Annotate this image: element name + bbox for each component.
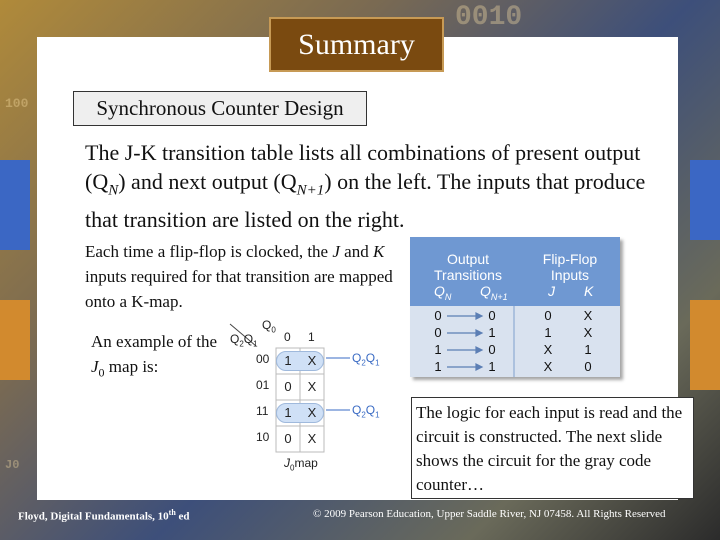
kmap-col-label: 0 bbox=[284, 330, 291, 344]
intro-sub-n: N bbox=[108, 182, 119, 199]
example-paragraph bbox=[91, 329, 226, 385]
kmap-row-label: 00 bbox=[256, 352, 270, 366]
table-col-k: K bbox=[584, 283, 594, 299]
clock-text-2: and bbox=[339, 242, 373, 261]
decor-binary-text-bottom: J0 bbox=[5, 458, 20, 472]
kmap-caption: $J_0map$ bbox=[284, 456, 318, 473]
kmap-row-label: 01 bbox=[256, 378, 270, 392]
table-col-j: J bbox=[548, 283, 555, 299]
kmap-cell: X bbox=[307, 431, 317, 446]
clock-text-3: inputs required for that transition are mapped onto a K-map. bbox=[85, 267, 393, 311]
kmap-cell: 0 bbox=[284, 379, 292, 394]
footer-copyright: © 2009 Pearson Education, Upper Saddle River, NJ 07458. All Rights Reserved bbox=[313, 508, 666, 520]
kmap-cell: X bbox=[307, 405, 317, 420]
table-header-transitions: Transitions bbox=[434, 267, 502, 283]
table-row: 0 0 0 X bbox=[434, 308, 593, 323]
table-header-inputs: Inputs bbox=[550, 267, 590, 283]
kmap-cell: X bbox=[307, 353, 317, 368]
decor-orange-bar-right bbox=[690, 300, 720, 390]
example-j: J bbox=[91, 357, 99, 376]
decor-blue-bar-right bbox=[690, 160, 720, 240]
table-body bbox=[410, 306, 620, 377]
example-sub: 0 bbox=[98, 365, 105, 380]
intro-text-2: ) and next output (Q bbox=[118, 169, 297, 194]
table-row: 1 1 X 0 bbox=[434, 359, 592, 374]
title-box bbox=[269, 17, 444, 72]
kmap-cell: 1 bbox=[284, 405, 292, 420]
decor-blue-bar bbox=[0, 160, 30, 250]
kmap-row-var: $Q_2Q_1$ bbox=[230, 332, 258, 349]
kmap-cell: 0 bbox=[284, 431, 292, 446]
clock-k: K bbox=[372, 242, 385, 261]
table-col-qn: $Q_N$ bbox=[434, 283, 452, 302]
kmap-row-label: 10 bbox=[256, 430, 270, 444]
table-header-output: Output bbox=[446, 251, 490, 267]
clock-j: J bbox=[332, 242, 340, 261]
intro-paragraph bbox=[85, 138, 655, 234]
slide-title: Summary bbox=[298, 27, 415, 61]
table-header-flipflop: Flip-Flop bbox=[542, 251, 598, 267]
decor-binary-text-top: 0010 bbox=[455, 2, 523, 33]
kmap-cell: X bbox=[307, 379, 317, 394]
decor-orange-bar bbox=[0, 300, 30, 380]
clock-text-1: Each time a flip-flop is clocked, the bbox=[85, 242, 333, 261]
table-header-right bbox=[530, 251, 610, 283]
subtitle-box bbox=[73, 91, 367, 126]
transition-table bbox=[410, 237, 620, 377]
kmap-term-label: $Q_2Q_1$ bbox=[352, 351, 380, 368]
kmap-col-label: 1 bbox=[308, 330, 315, 344]
kmap-row-label: 11 bbox=[256, 404, 269, 418]
kmap-col-var: $Q_0$ bbox=[262, 318, 276, 335]
decor-binary-text: 100 bbox=[5, 96, 29, 111]
table-row: 1 0 X 1 bbox=[434, 342, 592, 357]
table-row: 0 1 1 X bbox=[434, 325, 593, 340]
intro-text-3: ) on the left. The inputs that produce that transition are listed on the right. bbox=[85, 169, 646, 233]
clock-paragraph bbox=[85, 239, 405, 314]
footer-book-credit: Floyd, Digital Fundamentals, 10th ed bbox=[18, 508, 190, 523]
kmap-cell: 1 bbox=[284, 353, 292, 368]
example-text-1: An example of the bbox=[91, 332, 218, 351]
table-header-left bbox=[424, 251, 512, 283]
note-box: The logic for each input is read and the circuit is constructed. The next slide shows the circuit for the gray code counter… bbox=[411, 397, 694, 499]
intro-sub-n1: N+1 bbox=[296, 182, 325, 199]
kmap-term-label: $Q_2Q_1$ bbox=[352, 403, 380, 420]
slide-subtitle: Synchronous Counter Design bbox=[96, 96, 344, 120]
j0-kmap bbox=[228, 316, 388, 476]
table-col-qn1: $Q_{N+1}$ bbox=[480, 283, 508, 302]
example-text-2: map is: bbox=[104, 357, 159, 376]
intro-text-1: The J-K transition table lists all combinations of present output (Q bbox=[85, 140, 641, 194]
